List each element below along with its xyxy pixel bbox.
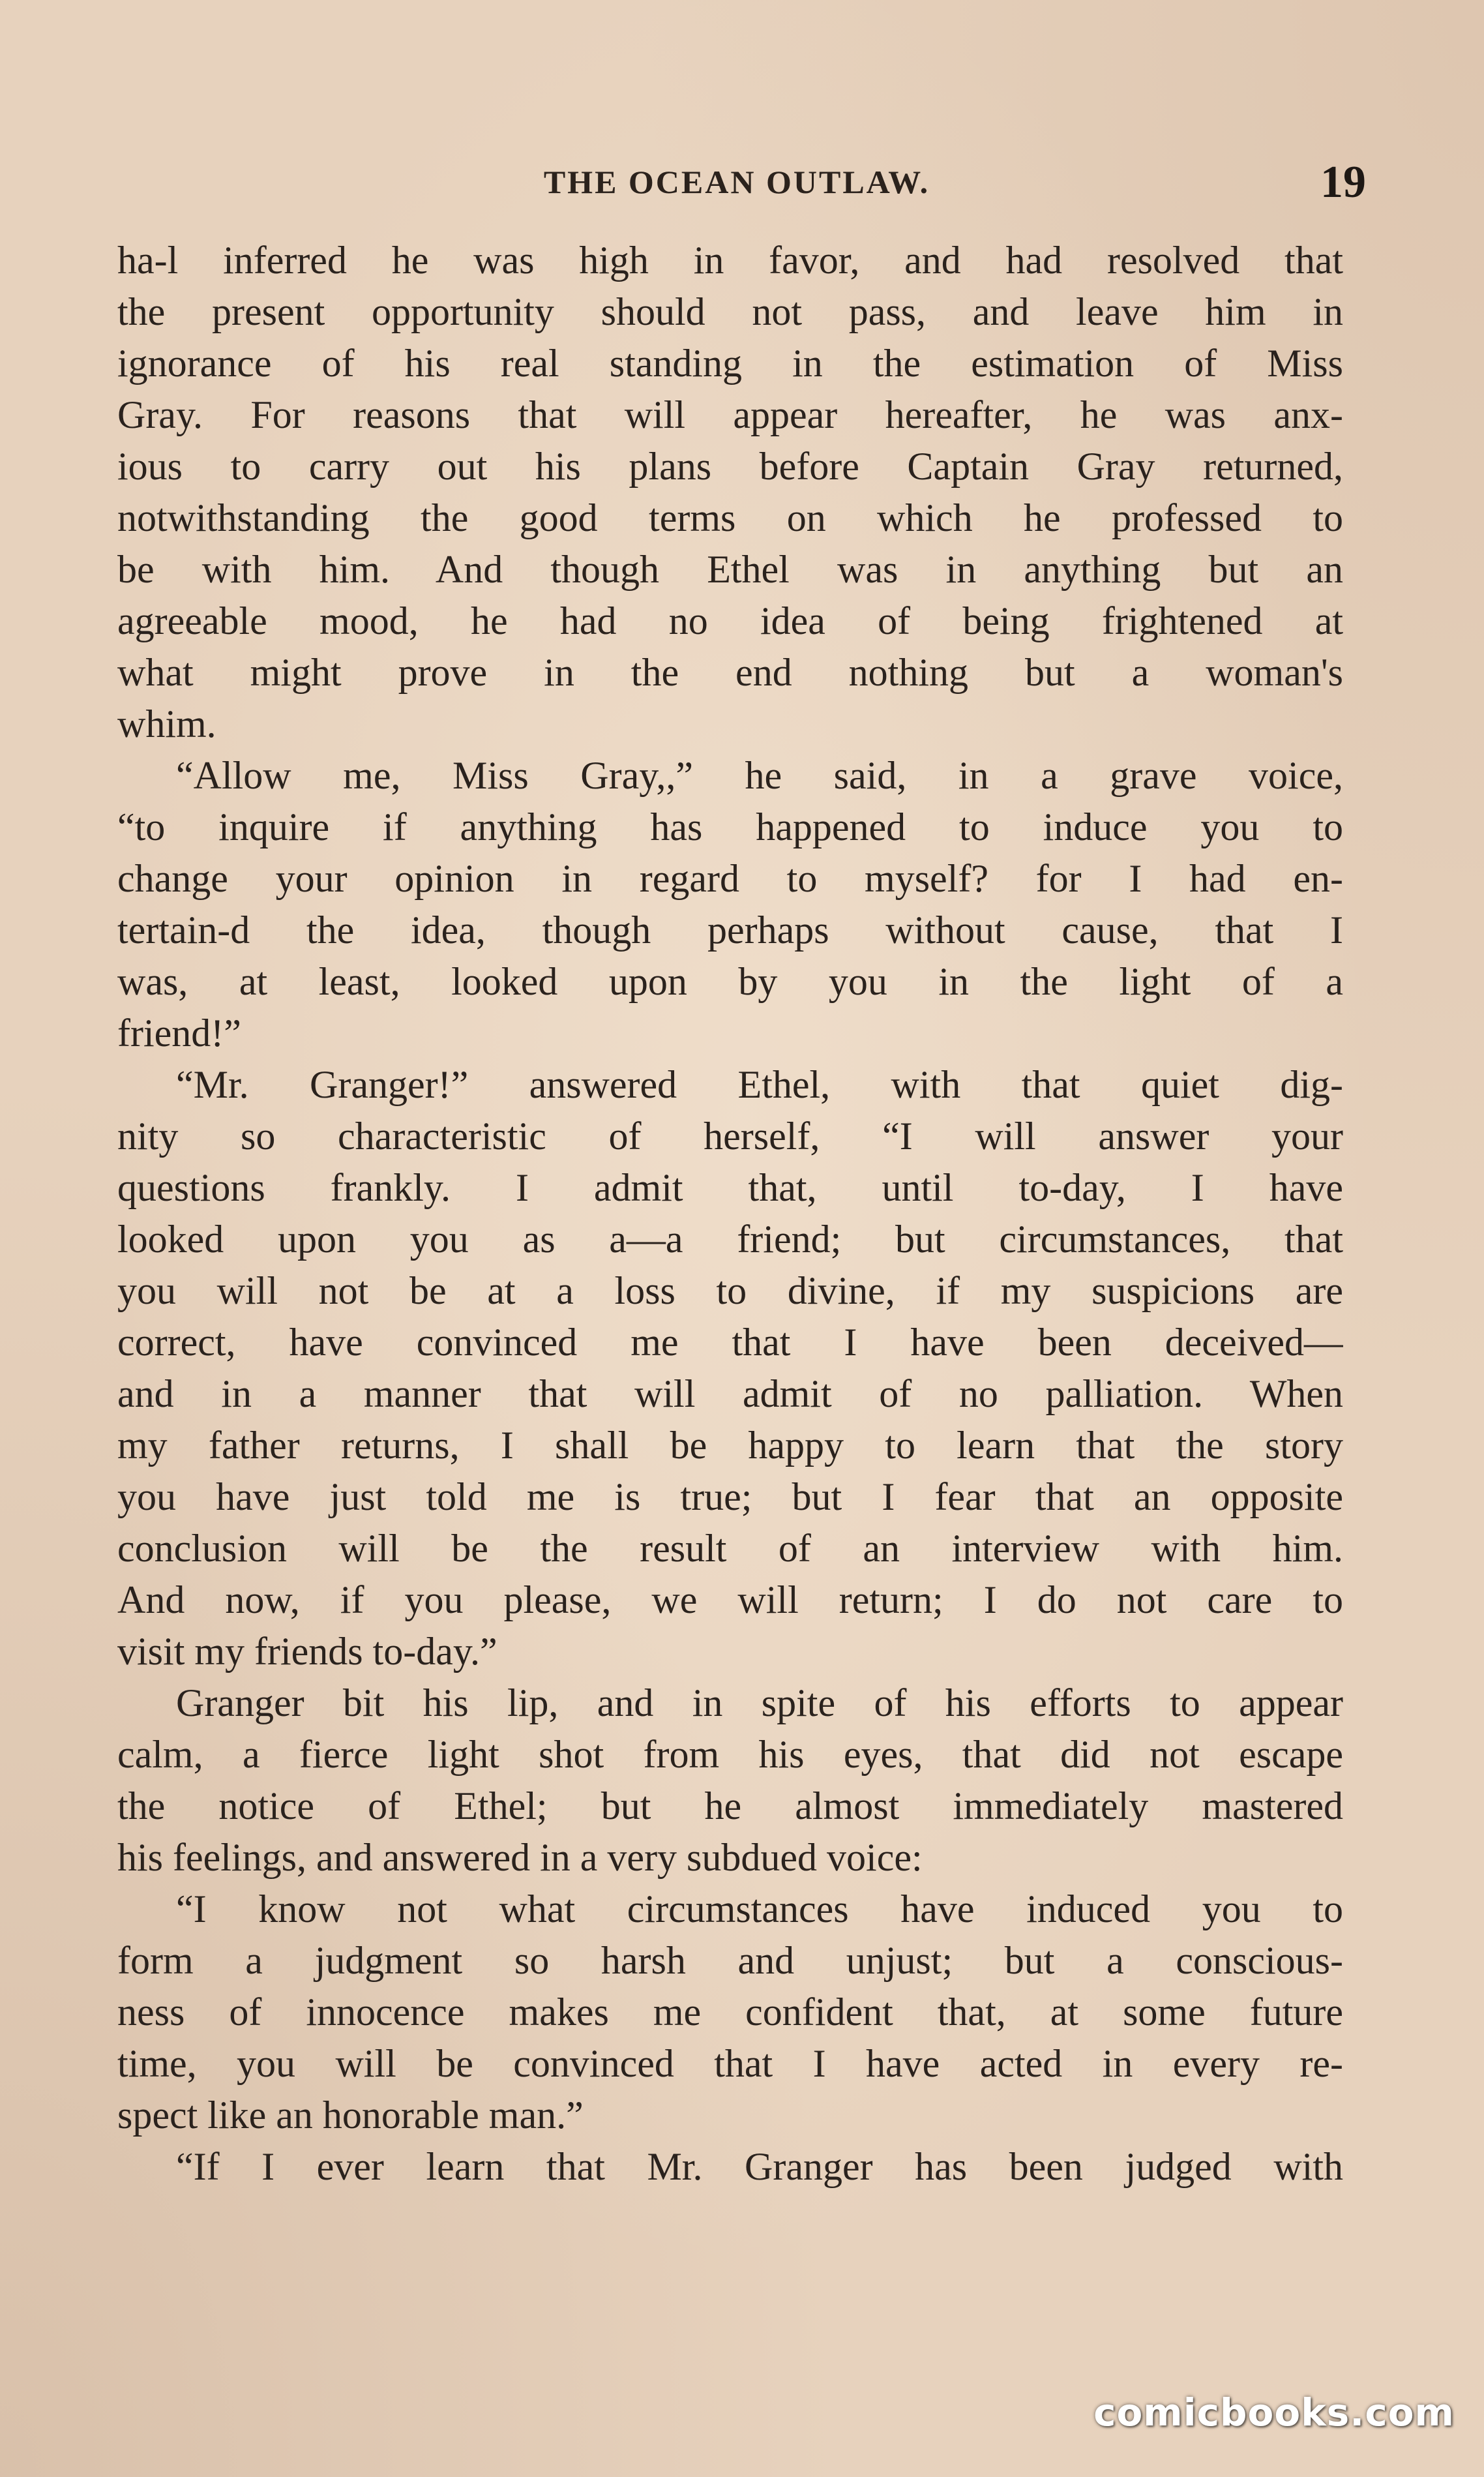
text-line: looked upon you as a—a friend; but circumstances, that	[117, 1218, 1343, 1261]
text-line: ignorance of his real standing in the estimation of Miss	[117, 342, 1343, 385]
page-number: 19	[1320, 157, 1366, 207]
paragraph	[117, 1884, 1343, 2141]
text-line: was, at least, looked upon by you in the light of a	[117, 960, 1343, 1003]
text-line: correct, have convinced me that I have been deceived—	[117, 1321, 1343, 1364]
text-line: form a judgment so harsh and unjust; but a conscious-	[117, 1939, 1343, 1982]
text-line: nity so characteristic of herself, “I will answer your	[117, 1115, 1343, 1158]
text-line: visit my friends to-day.”	[117, 1630, 497, 1673]
text-line: questions frankly. I admit that, until to-day, I have	[117, 1166, 1343, 1209]
text-line: and in a manner that will admit of no palliation. When	[117, 1372, 1343, 1415]
text-line: the notice of Ethel; but he almost immediately mastered	[117, 1784, 1343, 1827]
running-title: THE OCEAN OUTLAW.	[543, 164, 930, 200]
text-line: calm, a fierce light shot from his eyes, that did not escape	[117, 1733, 1343, 1776]
text-line: you will not be at a loss to divine, if my suspicions are	[117, 1269, 1343, 1312]
paragraph	[117, 1059, 1343, 1677]
text-line: notwithstanding the good terms on which he professed to	[117, 496, 1343, 539]
text-line: conclusion will be the result of an interview with him.	[117, 1527, 1343, 1570]
text-line: his feelings, and answered in a very subdued voice:	[117, 1836, 923, 1879]
text-line: “Mr. Granger!” answered Ethel, with that quiet dig-	[176, 1063, 1343, 1106]
text-line: “Allow me, Miss Gray,,” he said, in a grave voice,	[176, 754, 1343, 797]
text-line: whim.	[117, 702, 216, 745]
text-line: change your opinion in regard to myself? for I had en-	[117, 857, 1343, 900]
text-line: “to inquire if anything has happened to induce you to	[117, 805, 1343, 848]
text-line: spect like an honorable man.”	[117, 2094, 584, 2137]
text-line: the present opportunity should not pass, and leave him in	[117, 290, 1343, 333]
text-line: agreeable mood, he had no idea of being frightened at	[117, 599, 1343, 642]
paragraph	[117, 235, 1343, 750]
text-line: “If I ever learn that Mr. Granger has been judged with	[176, 2145, 1343, 2188]
text-line: And now, if you please, we will return; I do not care to	[117, 1578, 1343, 1621]
text-line: Granger bit his lip, and in spite of his efforts to appear	[176, 1681, 1343, 1724]
text-line: you have just told me is true; but I fear that an opposite	[117, 1475, 1343, 1518]
body-text	[117, 235, 1343, 2193]
text-line: time, you will be convinced that I have acted in every re-	[117, 2042, 1343, 2085]
text-line: friend!”	[117, 1012, 241, 1055]
text-line: be with him. And though Ethel was in anything but an	[117, 548, 1343, 591]
text-line: ha-l inferred he was high in favor, and had resolved that	[117, 239, 1343, 282]
text-line: ness of innocence makes me confident that, at some future	[117, 1990, 1343, 2034]
text-line: Gray. For reasons that will appear hereafter, he was anx-	[117, 393, 1343, 436]
paragraph	[117, 1677, 1343, 1884]
watermark: comicbooks.com	[1093, 2390, 1455, 2435]
paragraph	[117, 2141, 1343, 2193]
paragraph	[117, 750, 1343, 1059]
text-line: ious to carry out his plans before Captain Gray returned,	[117, 445, 1343, 488]
text-line: what might prove in the end nothing but a woman's	[117, 651, 1343, 694]
text-line: tertain-d the idea, though perhaps without cause, that I	[117, 908, 1343, 952]
text-line: my father returns, I shall be happy to learn that the story	[117, 1424, 1343, 1467]
text-line: “I know not what circumstances have induced you to	[176, 1887, 1343, 1930]
